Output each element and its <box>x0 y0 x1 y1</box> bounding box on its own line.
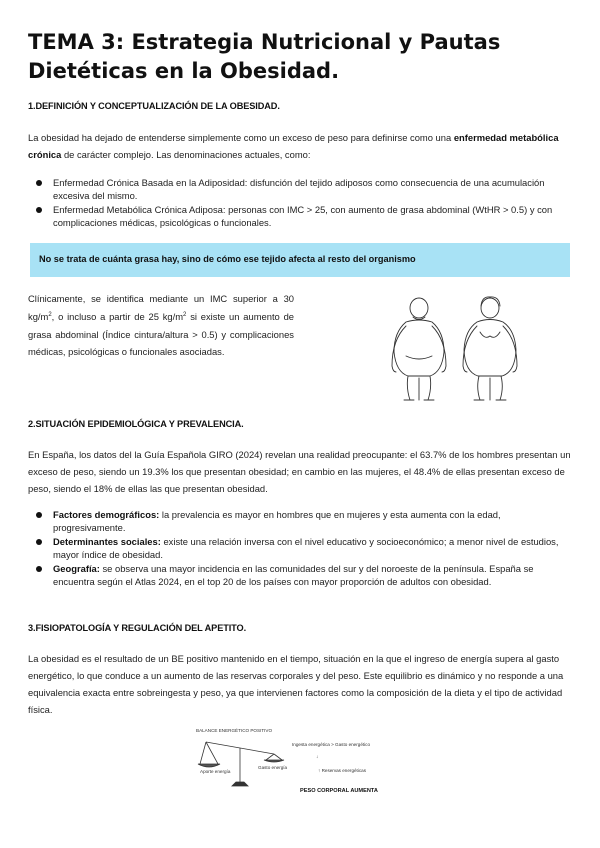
section-heading-definicion: 1.DEFINICIÓN Y CONCEPTUALIZACIÓN DE LA OBESIDAD. <box>28 101 280 111</box>
callout-text: No se trata de cuánta grasa hay, sino de cómo ese tejido afecta al resto del organismo <box>39 254 416 264</box>
section-heading-fisiopatologia: 3.FISIOPATOLOGÍA Y REGULACIÓN DEL APETITO. <box>28 623 247 633</box>
list-item <box>36 204 572 229</box>
balance-scale-icon <box>198 742 284 786</box>
list-item-text: existe una relación inversa con el nivel educativo y socioeconómico; a menor nivel de estudios, mayor índice de obesidad. <box>53 536 559 560</box>
section-heading-epidemiologia: 2.SITUACIÓN EPIDEMIOLÓGICA Y PREVALENCIA. <box>28 419 244 429</box>
reserves-label: ↑ Reservas energéticas <box>318 768 367 773</box>
epidemiology-bullet-list <box>36 509 572 590</box>
list-item-label: Geografía: <box>53 563 100 574</box>
bullet-icon <box>36 566 42 572</box>
intro-text-start: La obesidad ha dejado de entenderse simplemente como un exceso de peso para definirse como una <box>28 132 454 143</box>
left-pan-label: Aporte energía <box>200 769 231 774</box>
bullet-icon <box>36 180 42 186</box>
bullet-icon <box>36 512 42 518</box>
highlight-callout <box>30 243 570 277</box>
clinical-text-c: si existe un aumento de grasa abdominal (Índice cintura/altura > 0.5) y complicaciones médicas, psicológicas o funcionales asociadas. <box>28 311 295 358</box>
definition-bullet-list <box>36 177 572 231</box>
epidemiology-paragraph: En España, los datos del la Guía Española GIRO (2024) revelan una realidad preocupante: el 63.7% de los hombres presentan un exceso de peso, siendo un 19.3% los que presentan obesidad; en cambio en las mujeres, el 48.4% de ellas presentan exceso de peso, siendo el 18% de ellas las que presentan obesidad. <box>28 449 571 494</box>
obese-figures-illustration <box>384 296 534 404</box>
list-item <box>36 536 572 561</box>
clinical-text-b: , o incluso a partir de 25 kg/m <box>51 311 184 323</box>
list-item-text: Enfermedad Metabólica Crónica Adiposa: personas con IMC > 25, con aumento de grasa abdominal (WtHR > 0.5) y con complicaciones médicas, psicológicas o funcionales. <box>53 204 553 228</box>
diagram-footer: PESO CORPORAL AUMENTA <box>300 788 378 794</box>
energy-balance-diagram <box>196 726 416 800</box>
list-item <box>36 177 572 202</box>
clinical-paragraph <box>28 290 294 360</box>
diagram-title: BALANCE ENERGÉTICO POSITIVO <box>196 728 273 733</box>
clinical-text-a: Clínicamente, se identifica mediante un IMC superior a 30 kg/m <box>28 293 294 323</box>
list-item-label: Factores demográficos: <box>53 509 160 520</box>
physiopathology-paragraph: La obesidad es el resultado de un BE positivo mantenido en el tiempo, situación en la que el ingreso de energía supera al gasto energético, lo que conduce a un aumento de las reservas corporales y del peso. Este equilibrio es dinámico y no responde a una equivalencia exacta entre sobreingesta y peso, ya que intervienen factores como la composición de la dieta y el tipo de actividad física. <box>28 653 564 715</box>
intake-expenditure-label: Ingesta energética > Gasto energético <box>292 742 371 747</box>
list-item-label: Determinantes sociales: <box>53 536 161 547</box>
list-item-text: la prevalencia es mayor en hombres que en mujeres y esta aumenta con la edad, progresivamente. <box>53 509 501 533</box>
superscript: 2 <box>48 312 52 319</box>
list-item-text: se observa una mayor incidencia en las comunidades del sur y del noroeste de la península. España se encuentra según el Atlas 2024, en el top 20 de los países con mayor proporción de adultos con obesidad. <box>53 563 534 587</box>
page-title: TEMA 3: Estrategia Nutricional y Pautas Dietéticas en la Obesidad. <box>28 30 501 83</box>
list-item-text: Enfermedad Crónica Basada en la Adiposidad: disfunción del tejido adiposos como consecuencia de una acumulación excesiva del mismo. <box>53 177 545 201</box>
list-item <box>36 509 572 534</box>
intro-text-end: de carácter complejo. Las denominaciones actuales, como: <box>61 149 311 160</box>
bullet-icon <box>36 207 42 213</box>
intro-text-bold: enfermedad metabólica crónica <box>28 132 559 160</box>
right-pan-label: Gasto energía <box>258 765 288 770</box>
arrow-down-icon: ↓ <box>316 754 319 759</box>
bullet-icon <box>36 539 42 545</box>
list-item <box>36 563 572 588</box>
superscript: 2 <box>183 312 187 319</box>
intro-paragraph <box>28 129 572 163</box>
